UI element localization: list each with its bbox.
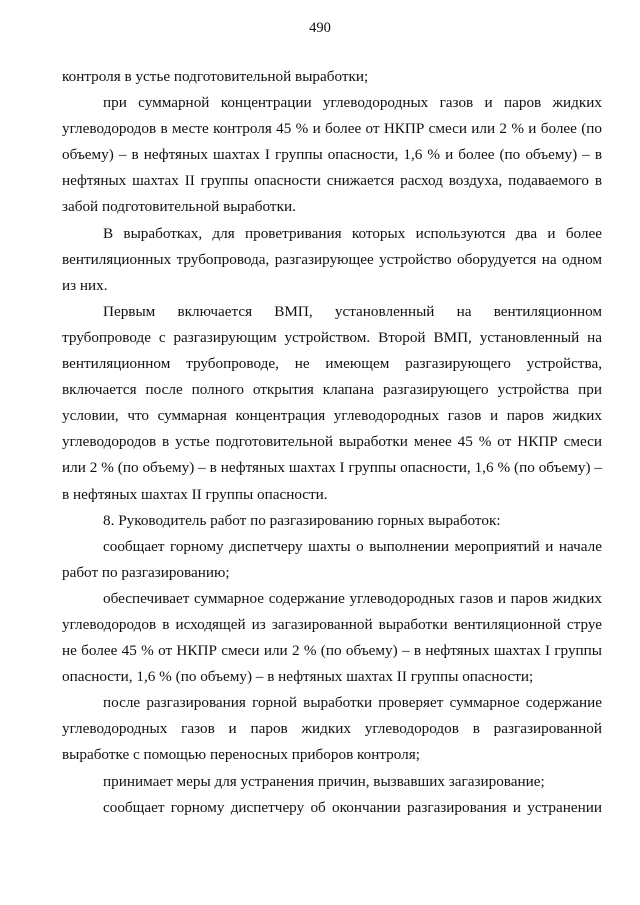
paragraph: сообщает горному диспетчеру шахты о выполнении мероприятий и начале работ по разгазированию;	[62, 537, 602, 581]
section-heading: 8. Руководитель работ по разгазированию горных выработок:	[103, 511, 501, 529]
document-body	[62, 64, 602, 821]
paragraph: В выработках, для проветривания которых используются два и более вентиляционных трубопровода, разгазирующее устройство оборудуется на одном из них.	[62, 224, 602, 294]
paragraph: Первым включается ВМП, установленный на вентиляционном трубопроводе с разгазирующим устройством. Второй ВМП, установленный на вентиляционном трубопроводе, не имеющем разгазирующего устройства, включается после полного открытия клапана разгазирующего устройства при условии, что суммарная концентрация углеводородных газов и паров жидких углеводородов в устье подготовительной выработки менее 45 % от НКПР смеси или 2 % (по объему) – в нефтяных шахтах I группы опасности, 1,6 % (по объему) – в нефтяных шахтах II группы опасности.	[62, 302, 602, 503]
page-number: 490	[309, 20, 331, 36]
paragraph-continuation: контроля в устье подготовительной выработки;	[62, 68, 369, 85]
paragraph-truncated: сообщает горному диспетчеру об окончании разгазирования и устранении	[103, 798, 602, 816]
paragraph: принимает меры для устранения причин, вызвавших загазирование;	[103, 772, 545, 790]
paragraph: при суммарной концентрации углеводородных газов и паров жидких углеводородов в месте контроля 45 % и более от НКПР смеси или 2 % и более (по объему) – в нефтяных шахтах I группы опасности, 1,6 % и более (по объему) – в нефтяных шахтах II группы опасности снижается расход воздуха, подаваемого в забой подготовительной выработки.	[62, 94, 602, 216]
paragraph: после разгазирования горной выработки проверяет суммарное содержание углеводородных газов и паров жидких углеводородов в разгазированной выработке с помощью переносных приборов контроля;	[62, 694, 602, 764]
paragraph: обеспечивает суммарное содержание углеводородных газов и паров жидких углеводородов в исходящей из загазированной выработки вентиляционной струе не более 45 % от НКПР смеси или 2 % (по объему) – в нефтяных шахтах I группы опасности, 1,6 % (по объему) – в нефтяных шахтах II группы опасности;	[62, 589, 602, 686]
